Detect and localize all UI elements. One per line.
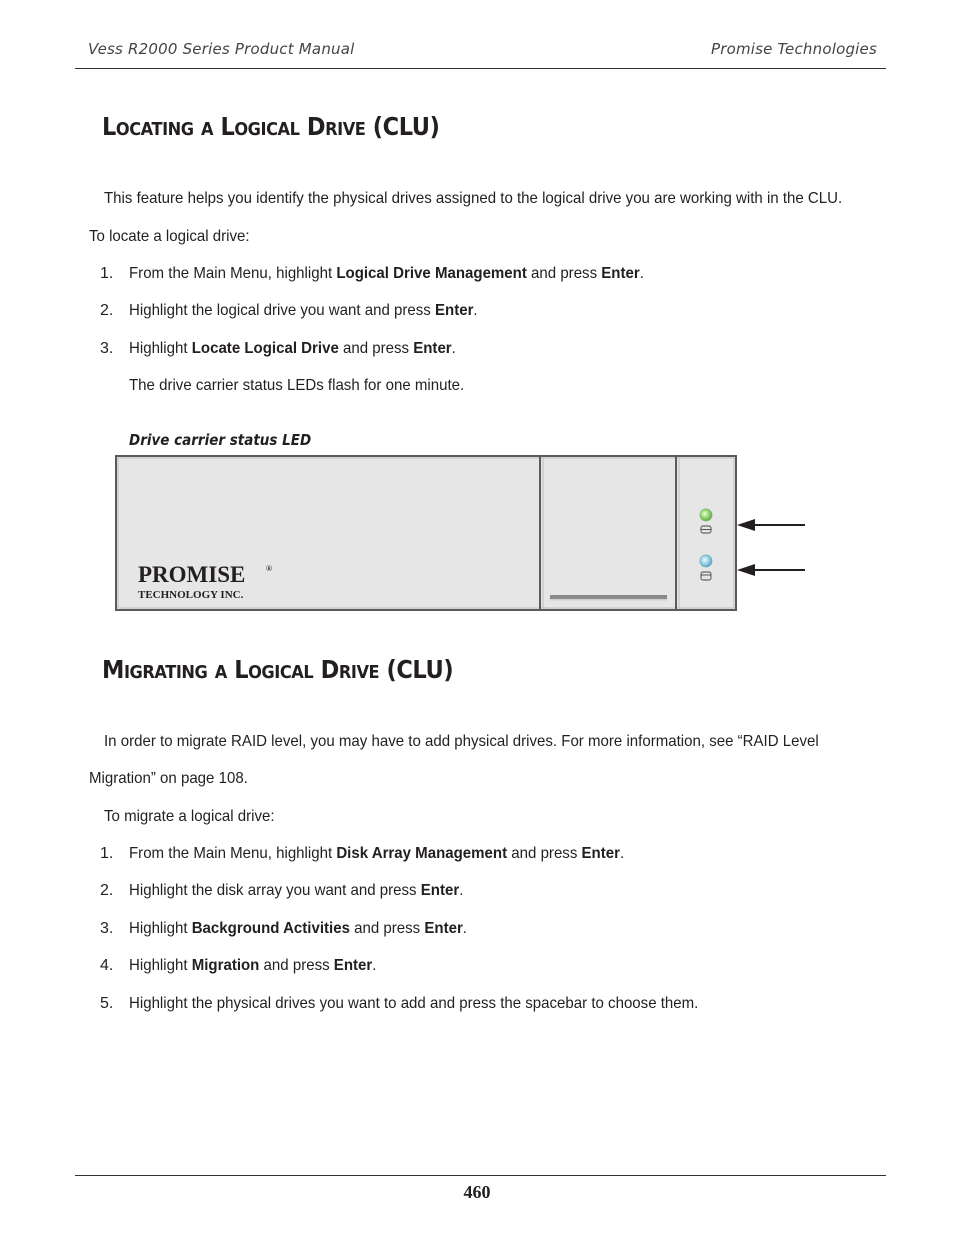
section2-lead: To migrate a logical drive: [104, 808, 275, 825]
running-header-company: Promise Technologies [710, 40, 877, 58]
footer-rule [75, 1175, 886, 1176]
figure-caption: Drive carrier status LED [129, 431, 312, 449]
section-heading-locating: Locating a Logical Drive (CLU) [102, 112, 440, 141]
promise-logo-mark: ® [266, 564, 272, 573]
section2-intro-line2: Migration” on page 108. [89, 770, 248, 787]
step-text: From the Main Menu, highlight Logical Drive Management and press Enter. [129, 265, 644, 282]
step-text: Highlight Locate Logical Drive and press Enter. [129, 340, 456, 357]
arrow-pointer-upper [737, 519, 805, 531]
step-text: Highlight Migration and press Enter. [129, 957, 377, 974]
step-text: Highlight Background Activities and press Enter. [129, 920, 467, 937]
step-text: Highlight the disk array you want and press Enter. [129, 882, 464, 899]
step-number: 4. [100, 957, 114, 974]
carrier-handle [550, 595, 667, 599]
step-note: The drive carrier status LEDs flash for one minute. [129, 377, 465, 394]
section1-intro: This feature helps you identify the physical drives assigned to the logical drive you are working with in the CLU. [104, 190, 843, 207]
led-pointer-arrows [735, 512, 810, 578]
step-number: 3. [100, 920, 114, 937]
arrow-pointer-lower [737, 564, 805, 576]
status-led-blue [700, 555, 712, 567]
step-number: 3. [100, 340, 114, 357]
promise-logo-subtitle: TECHNOLOGY INC. [138, 589, 244, 601]
step-text: From the Main Menu, highlight Disk Array Management and press Enter. [129, 845, 625, 862]
section1-lead: To locate a logical drive: [89, 228, 250, 245]
promise-logo: PROMISE [138, 562, 246, 587]
carrier-handle-highlight [550, 599, 667, 601]
section2-intro-line1: In order to migrate RAID level, you may have to add physical drives. For more information, see “RAID Level [104, 733, 819, 750]
step-number: 2. [100, 302, 114, 319]
page-number: 460 [463, 1182, 491, 1202]
header-rule [75, 68, 886, 69]
running-header-title: Vess R2000 Series Product Manual [88, 40, 355, 58]
step-text: Highlight the logical drive you want and press Enter. [129, 302, 478, 319]
step-number: 1. [100, 265, 114, 282]
step-text: Highlight the physical drives you want to add and press the spacebar to choose them. [129, 995, 699, 1012]
status-led-green [700, 509, 712, 521]
step-number: 2. [100, 882, 114, 899]
step-number: 5. [100, 995, 114, 1012]
section-heading-migrating: Migrating a Logical Drive (CLU) [102, 655, 454, 684]
step-number: 1. [100, 845, 114, 862]
drive-carrier-illustration [115, 455, 737, 611]
